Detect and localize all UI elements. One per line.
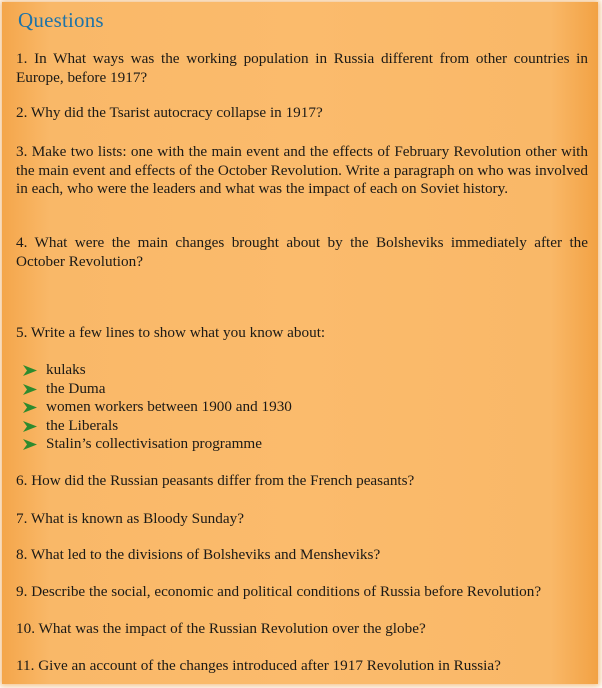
question-6: 6. How did the Russian peasants differ from the French peasants? [16, 472, 415, 489]
question-11: 11. Give an account of the changes introduced after 1917 Revolution in Russia? [16, 657, 501, 674]
question-3: 3. Make two lists: one with the main event and the effects of February Revolution other with the main event and effects of the October Revolution. Write a paragraph on who was involved in each, who were the leaders and what was the impact of each on Soviet history. [16, 143, 588, 197]
question-10: 10. What was the impact of the Russian Revolution over the globe? [16, 620, 426, 637]
list-item-label: women workers between 1900 and 1930 [46, 398, 292, 416]
question-7: 7. What is known as Bloody Sunday? [16, 510, 244, 527]
arrowhead-bullet-icon [23, 402, 37, 413]
list-item-label: kulaks [46, 361, 86, 378]
question-8: 8. What led to the divisions of Bolsheviks and Mensheviks? [16, 546, 381, 563]
questions-panel [2, 2, 598, 684]
list-item [22, 398, 292, 417]
section-title: Questions [18, 8, 104, 32]
arrowhead-bullet-icon [23, 421, 37, 432]
arrowhead-bullet-icon [23, 365, 37, 376]
question-4: 4. What were the main changes brought about by the Bolsheviks immediately after the October Revolution? [16, 234, 588, 270]
question-1: 1. In What ways was the working population in Russia different from other countries in Europe, before 1917? [16, 50, 588, 86]
list-item [22, 380, 292, 399]
question-5: 5. Write a few lines to show what you know about: [16, 324, 326, 341]
arrowhead-bullet-icon [23, 384, 37, 395]
list-item-label: the Duma [46, 379, 106, 397]
question-9: 9. Describe the social, economic and political conditions of Russia before Revolution? [16, 583, 542, 600]
list-item [22, 417, 292, 436]
question-2: 2. Why did the Tsarist autocracy collapse in 1917? [16, 104, 323, 121]
topic-list [22, 361, 292, 454]
list-item-label: the Liberals [46, 416, 119, 434]
list-item [22, 361, 292, 380]
list-item [22, 435, 292, 454]
list-item-label: Stalin’s collectivisation programme [46, 435, 262, 453]
arrowhead-bullet-icon [23, 439, 37, 450]
